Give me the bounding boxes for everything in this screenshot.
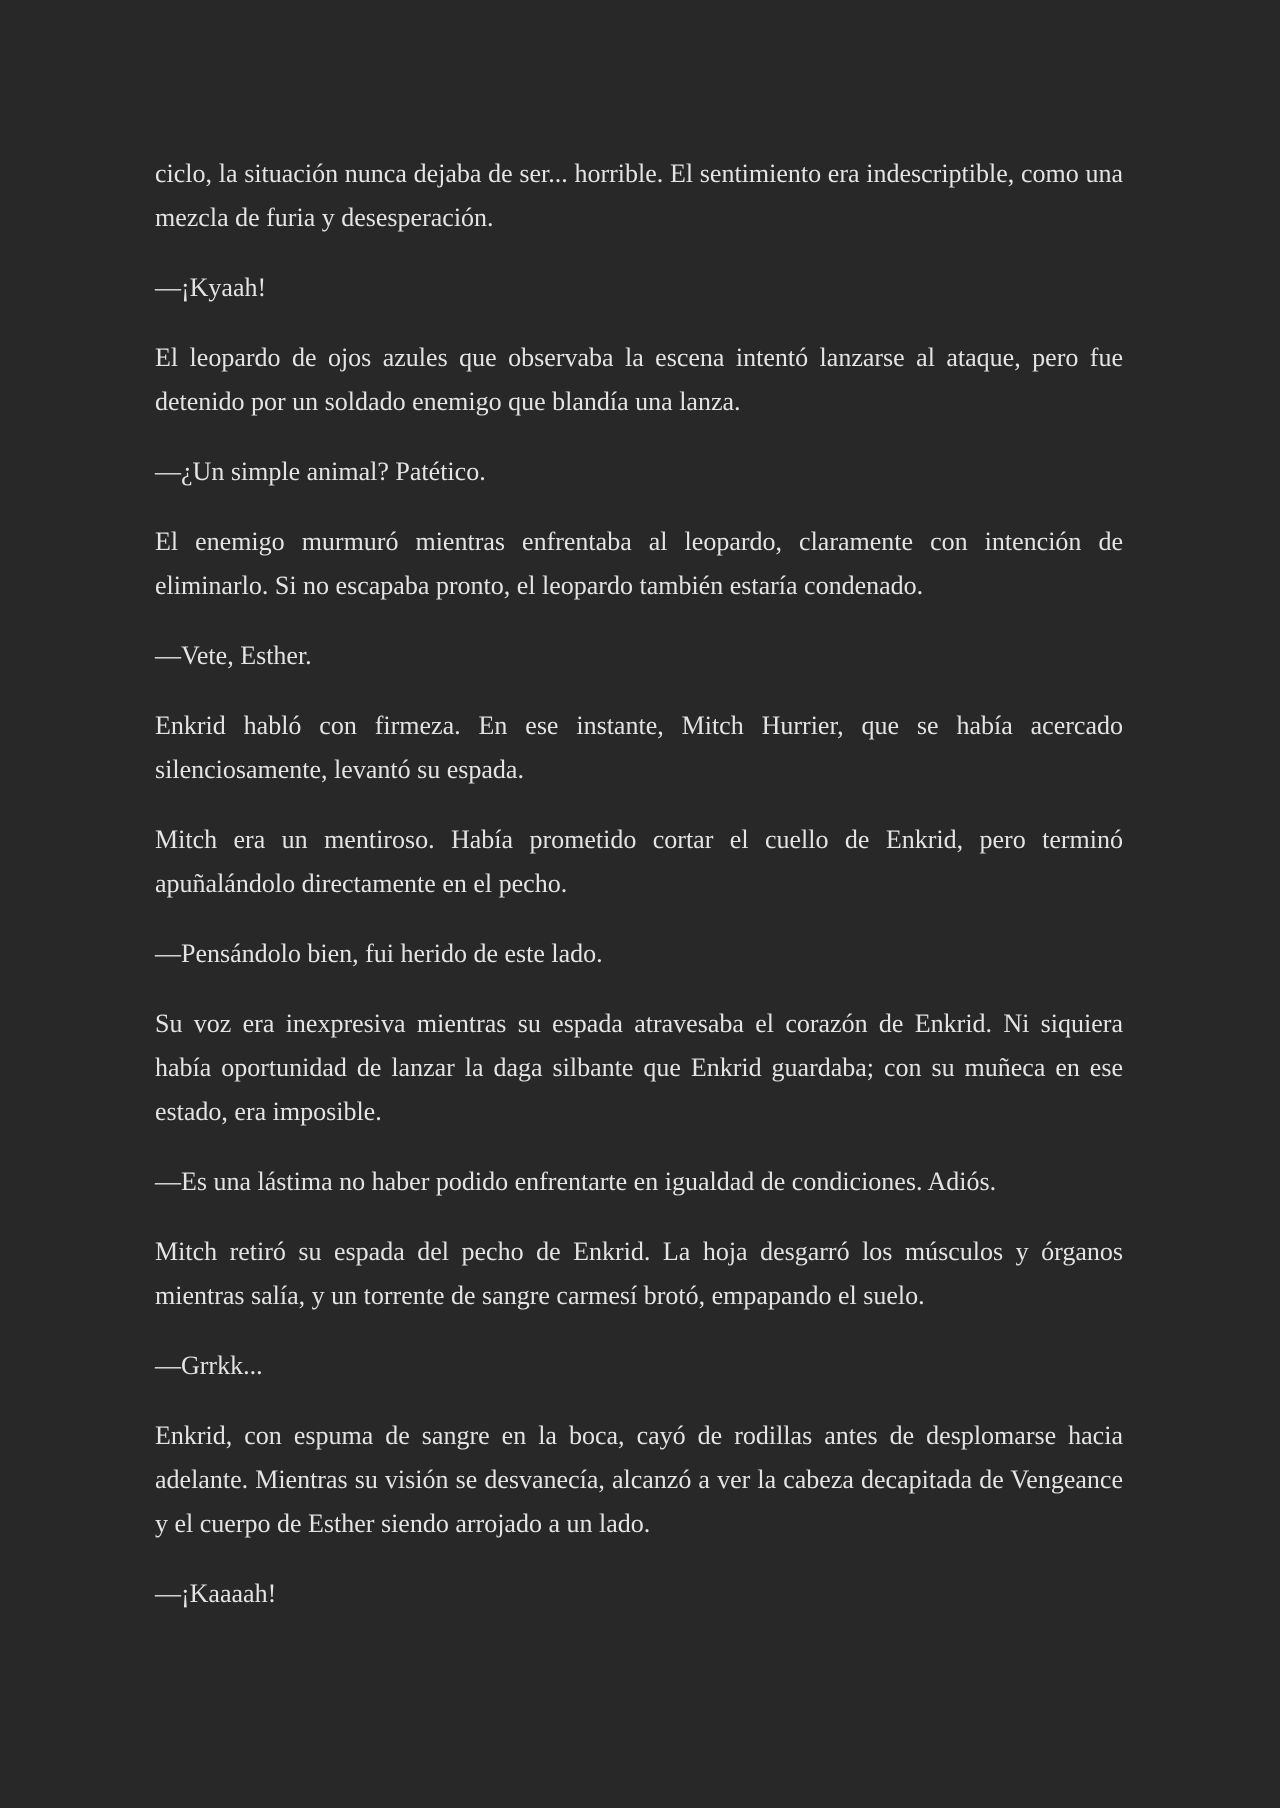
paragraph: Su voz era inexpresiva mientras su espada atravesaba el corazón de Enkrid. Ni siquiera había oportunidad de lanzar la daga silbante que Enkrid guardaba; con su muñeca en ese estado, era imposible. [155, 1009, 1123, 1126]
paragraph: Mitch era un mentiroso. Había prometido cortar el cuello de Enkrid, pero terminó apuñalándolo directamente en el pecho. [155, 825, 1123, 898]
dialogue-line: —Es una lástima no haber podido enfrentarte en igualdad de condiciones. Adiós. [155, 1167, 997, 1196]
paragraph: El enemigo murmuró mientras enfrentaba al leopardo, claramente con intención de eliminarlo. Si no escapaba pronto, el leopardo también estaría condenado. [155, 527, 1123, 600]
paragraph: Enkrid habló con firmeza. En ese instante, Mitch Hurrier, que se había acercado silenciosamente, levantó su espada. [155, 711, 1123, 784]
dialogue-line: —¿Un simple animal? Patético. [155, 457, 486, 486]
paragraph: ciclo, la situación nunca dejaba de ser... horrible. El sentimiento era indescriptible, como una mezcla de furia y desesperación. [155, 159, 1123, 232]
dialogue-line: —¡Kaaaah! [155, 1579, 277, 1608]
dialogue-line: —¡Kyaah! [155, 273, 267, 302]
paragraph: Mitch retiró su espada del pecho de Enkrid. La hoja desgarró los músculos y órganos mientras salía, y un torrente de sangre carmesí brotó, empapando el suelo. [155, 1237, 1123, 1310]
dialogue-line: —Vete, Esther. [155, 641, 312, 670]
paragraph: Enkrid, con espuma de sangre en la boca, cayó de rodillas antes de desplomarse hacia adelante. Mientras su visión se desvanecía, alcanzó a ver la cabeza decapitada de Vengeance y el cuerpo de Esther siendo arrojado a un lado. [155, 1421, 1123, 1538]
chapter-text [155, 152, 1123, 1642]
paragraph: El leopardo de ojos azules que observaba la escena intentó lanzarse al ataque, pero fue detenido por un soldado enemigo que blandía una lanza. [155, 343, 1123, 416]
dialogue-line: —Grrkk... [155, 1351, 263, 1380]
dialogue-line: —Pensándolo bien, fui herido de este lado. [155, 939, 603, 968]
